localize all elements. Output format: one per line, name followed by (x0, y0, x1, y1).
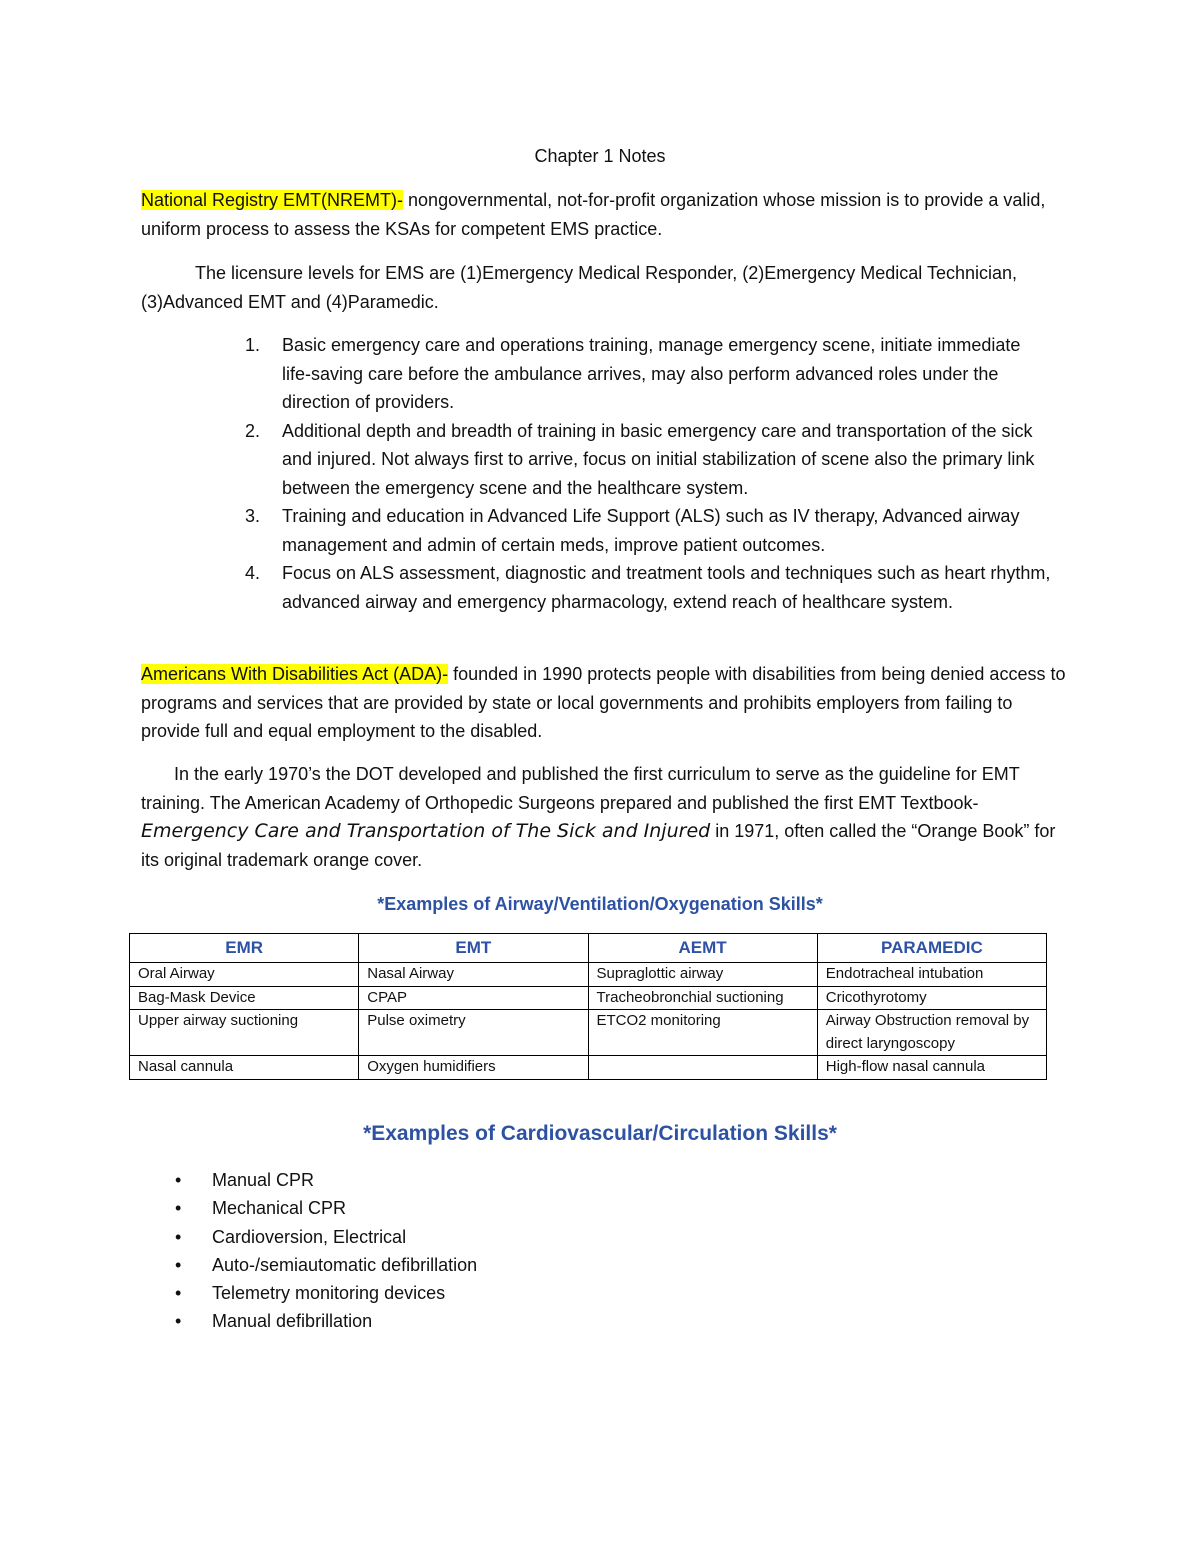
history-paragraph (141, 760, 1071, 874)
table-cell: Oxygen humidifiers (359, 1056, 588, 1080)
list-number: 4. (245, 563, 261, 583)
ada-definition: founded in 1990 protects people with disabilities from being denied access to programs and services that are provided by state or local governments and prohibits employers from failing to provide full and equal employment to the disabled. (141, 664, 1066, 741)
column-header-emr: EMR (130, 934, 359, 963)
list-item (170, 1194, 477, 1222)
list-item-text: Telemetry monitoring devices (212, 1283, 446, 1304)
list-item-text: Manual CPR (212, 1170, 315, 1190)
licensure-levels-list (141, 331, 1051, 616)
table-cell: Bag-Mask Device (130, 986, 359, 1010)
column-header-aemt: AEMT (588, 934, 817, 963)
history-text-2: in 1971, often called the “Orange Book” for its original trademark orange cover. (141, 821, 1056, 870)
licensure-paragraph (141, 259, 1066, 316)
orange-book-title: Emergency Care and Transportation of The Sick and Injured (141, 820, 711, 842)
list-item (141, 417, 1051, 503)
list-item (141, 331, 1051, 417)
list-item (170, 1223, 477, 1251)
list-item (141, 502, 1051, 559)
table-cell: Cricothyrotomy (817, 986, 1046, 1010)
bullet-icon: • (175, 1226, 182, 1247)
list-item-text: Auto-/semiautomatic defibrillation (212, 1254, 478, 1275)
list-item-text: Mechanical CPR (212, 1198, 347, 1219)
table-cell: ETCO2 monitoring (588, 1010, 817, 1056)
bullet-icon: • (175, 1254, 182, 1275)
list-item (170, 1251, 477, 1279)
table-cell: Nasal cannula (130, 1056, 359, 1080)
list-item-text: Training and education in Advanced Life Support (ALS) such as IV therapy, Advanced airway management and admin of certain meds, improve patient outcomes. (282, 506, 1020, 555)
page-title: Chapter 1 Notes (534, 146, 666, 166)
bullet-icon: • (175, 1311, 182, 1332)
list-item (170, 1166, 477, 1194)
table-header-row (130, 934, 1047, 963)
bullet-icon: • (175, 1283, 182, 1304)
list-item-text: Additional depth and breadth of training in basic emergency care and transportation of the sick and injured. Not always first to arrive, focus on initial stabilization of scene also the primary link between the emergency scene and the healthcare system. (282, 420, 1035, 498)
table-cell: High-flow nasal cannula (817, 1056, 1046, 1080)
airway-section-title: *Examples of Airway/Ventilation/Oxygenation Skills* (377, 894, 823, 914)
airway-skills-table (129, 933, 1047, 1080)
list-item-text: Cardioversion, Electrical (212, 1226, 407, 1247)
column-header-paramedic: PARAMEDIC (817, 934, 1046, 963)
bullet-icon: • (175, 1170, 182, 1190)
history-text-1: In the early 1970’s the DOT developed and published the first curriculum to serve as the guideline for EMT training. The American Academy of Orthopedic Surgeons prepared and published the first EMT Textbook- (141, 764, 1020, 813)
ada-paragraph (141, 660, 1066, 746)
table-cell: Pulse oximetry (359, 1010, 588, 1056)
table-cell: Nasal Airway (359, 963, 588, 987)
table-cell: Upper airway suctioning (130, 1010, 359, 1056)
column-header-emt: EMT (359, 934, 588, 963)
table-row (130, 1056, 1047, 1080)
list-item-text: Basic emergency care and operations training, manage emergency scene, initiate immediate life-saving care before the ambulance arrives, may also perform advanced roles under the direction of providers. (282, 335, 1021, 412)
list-item-text: Focus on ALS assessment, diagnostic and treatment tools and techniques such as heart rhythm, advanced airway and emergency pharmacology, extend reach of healthcare system. (282, 563, 1051, 612)
nremt-paragraph (141, 186, 1066, 243)
list-number: 1. (245, 335, 261, 355)
list-item-text: Manual defibrillation (212, 1311, 373, 1332)
table-row (130, 986, 1047, 1010)
table-cell: Supraglottic airway (588, 963, 817, 987)
bullet-icon: • (175, 1198, 182, 1219)
licensure-text: The licensure levels for EMS are (1)Emergency Medical Responder, (2)Emergency Medical Technician, (3)Advanced EMT and (4)Paramedic. (141, 263, 1018, 312)
table-cell: Oral Airway (130, 963, 359, 987)
table-cell: Airway Obstruction removal by direct laryngoscopy (817, 1010, 1046, 1056)
ada-term: Americans With Disabilities Act (ADA)- (141, 664, 449, 684)
table-cell: CPAP (359, 986, 588, 1010)
list-item (170, 1279, 477, 1307)
table-row (130, 963, 1047, 987)
cardio-section-title: *Examples of Cardiovascular/Circulation Skills* (363, 1122, 837, 1145)
table-cell: Tracheobronchial suctioning (588, 986, 817, 1010)
list-item (170, 1307, 477, 1335)
nremt-term: National Registry EMT(NREMT)- (141, 190, 404, 210)
list-number: 3. (245, 506, 261, 526)
nremt-definition: nongovernmental, not-for-profit organization whose mission is to provide a valid, uniform process to assess the KSAs for competent EMS practice. (141, 190, 1046, 239)
list-number: 2. (245, 420, 261, 441)
list-item (141, 559, 1051, 616)
table-cell (588, 1056, 817, 1080)
cardio-skills-list (170, 1166, 477, 1336)
table-cell: Endotracheal intubation (817, 963, 1046, 987)
table-row (130, 1010, 1047, 1056)
